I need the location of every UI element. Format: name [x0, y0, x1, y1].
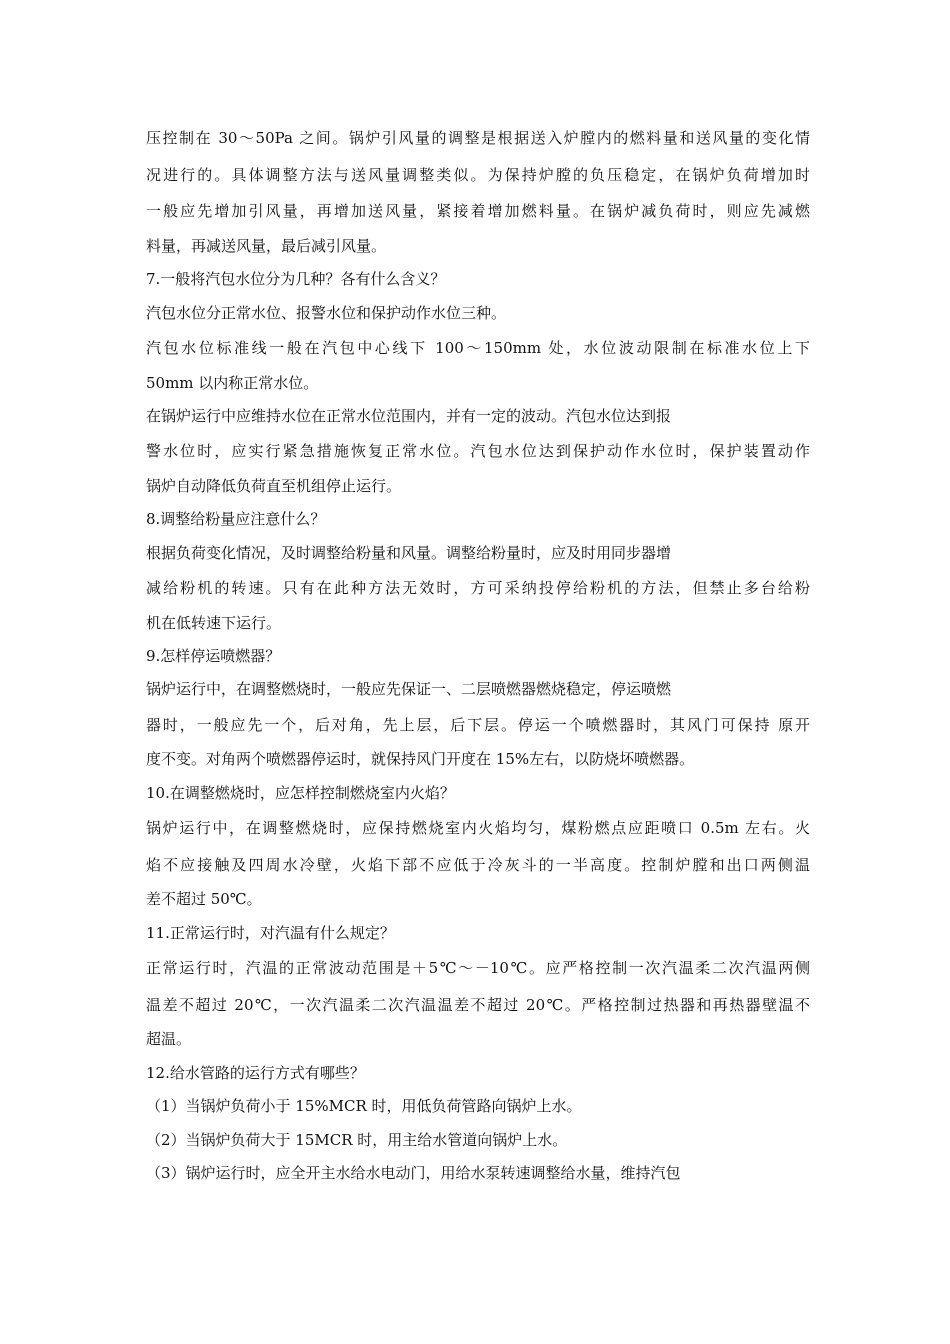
text-line: 12.给水管路的运行方式有哪些？ — [146, 1063, 365, 1082]
text-line: 根据负荷变化情况，及时调整给粉量和风量。调整给粉量时，应及时用同步器增 — [146, 543, 672, 562]
text-line: （3）锅炉运行时，应全开主水给水电动门，用给水泵转速调整给水量，维持汽包 — [146, 1163, 681, 1182]
text-line: 正常运行时，汽温的正常波动范围是＋5℃～－10℃。应严格控制一次汽温柔二次汽温两侧 — [146, 959, 810, 978]
text-line: 一般应先增加引风量，再增加送风量，紧接着增加燃料量。在锅炉减负荷时，则应先减燃 — [146, 202, 810, 221]
text-line: 机在低转速下运行。 — [146, 613, 282, 632]
text-line: 压控制在 30～50Pa 之间。锅炉引风量的调整是根据送入炉膛内的燃料量和送风量的变化情 — [146, 129, 810, 147]
text-line: 8.调整给粉量应注意什么？ — [146, 510, 326, 529]
text-line: 在锅炉运行中应维持水位在正常水位范围内，并有一定的波动。汽包水位达到报 — [146, 406, 672, 425]
text-line: （2）当锅炉负荷大于 15MCR 时，用主给水管道向锅炉上水。 — [146, 1130, 568, 1149]
text-line: 差不超过 50℃。 — [146, 890, 262, 909]
text-line: 器时，一般应先一个，后对角，先上层，后下层。停运一个喷燃器时，其风门可保持 原开 — [146, 715, 810, 734]
text-line: （1）当锅炉负荷小于 15%MCR 时，用低负荷管路向锅炉上水。 — [146, 1097, 582, 1116]
text-line: 焰不应接触及四周水冷壁，火焰下部不应低于冷灰斗的一半高度。控制炉膛和出口两侧温 — [146, 855, 810, 874]
text-line: 7.一般将汽包水位分为几种？各有什么含义？ — [146, 270, 446, 289]
text-line: 50mm 以内称正常水位。 — [146, 373, 319, 392]
text-line: 汽包水位标准线一般在汽包中心线下 100～150mm 处，水位波动限制在标准水位上下 — [146, 338, 810, 357]
text-line: 温差不超过 20℃，一次汽温柔二次汽温温差不超过 20℃。严格控制过热器和再热器壁温不 — [146, 995, 810, 1014]
text-line: 汽包水位分正常水位、报警水位和保护动作水位三种。 — [146, 303, 507, 322]
document-body — [146, 120, 810, 1190]
text-line: 锅炉运行中，在调整燃烧时，一般应先保证一、二层喷燃器燃烧稳定，停运喷燃 — [146, 680, 672, 699]
text-line: 11.正常运行时，对汽温有什么规定？ — [146, 923, 395, 942]
text-line: 料量，再减送风量，最后减引风量。 — [146, 236, 387, 255]
text-line: 锅炉自动降低负荷直至机组停止运行。 — [146, 476, 402, 495]
text-line: 9.怎样停运喷燃器？ — [146, 647, 281, 666]
text-line: 况进行的。具体调整方法与送风量调整类似。为保持炉膛的负压稳定，在锅炉负荷增加时 — [146, 165, 810, 184]
text-line: 锅炉运行中，在调整燃烧时，应保持燃烧室内火焰均匀，煤粉燃点应距喷口 0.5m 左右。火 — [146, 819, 810, 838]
text-line: 超温。 — [146, 1030, 192, 1049]
text-line: 警水位时，应实行紧急措施恢复正常水位。汽包水位达到保护动作水位时，保护装置动作 — [146, 442, 810, 461]
text-line: 度不变。对角两个喷燃器停运时，就保持风门开度在 15%左右，以防烧坏喷燃器。 — [146, 750, 695, 769]
text-line: 减给粉机的转速。只有在此种方法无效时，方可采纳投停给粉机的方法，但禁止多台给粉 — [146, 579, 810, 598]
text-line: 10.在调整燃烧时，应怎样控制燃烧室内火焰？ — [146, 783, 455, 802]
